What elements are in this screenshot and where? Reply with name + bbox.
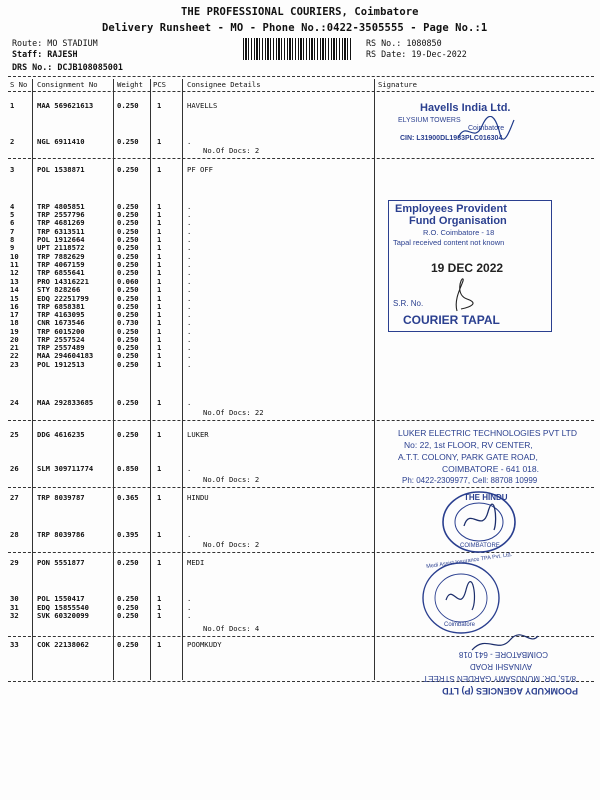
row-sno: 11 xyxy=(10,260,19,269)
docs-count: No.Of Docs: 2 xyxy=(203,540,260,549)
consignment-number: EDQ 15855540 xyxy=(37,603,89,612)
row-pcs: 1 xyxy=(157,165,162,174)
consignment-number: PRO 14316221 xyxy=(37,277,89,286)
row-pcs: 1 xyxy=(157,235,162,244)
row-pcs: 1 xyxy=(157,530,162,539)
row-pcs: 1 xyxy=(157,302,162,311)
consignment-number: TRP 6015200 xyxy=(37,327,85,336)
col-details: Consignee Details xyxy=(187,80,261,89)
row-pcs: 1 xyxy=(157,277,162,286)
row-pcs: 1 xyxy=(157,202,162,211)
docs-count: No.Of Docs: 2 xyxy=(203,475,260,484)
poomkudy-stamp: POOMKUDY AGENCIES (P) LTD 8/15, DR. MUNUSAMY GARDEN STREET AVINASHI ROAD COIMBATORE - 641 018 xyxy=(423,650,578,696)
consignee-details: . xyxy=(187,252,192,261)
row-sno: 18 xyxy=(10,318,19,327)
consignee-details: . xyxy=(187,464,192,473)
table-row xyxy=(0,218,380,227)
consignment-number: TRP 8039786 xyxy=(37,530,85,539)
consignee-details: . xyxy=(187,277,192,286)
consignee-details: . xyxy=(187,202,192,211)
row-sno: 20 xyxy=(10,335,19,344)
row-pcs: 1 xyxy=(157,310,162,319)
row-sno: 12 xyxy=(10,268,19,277)
row-sno: 15 xyxy=(10,294,19,303)
consignment-number: MAA 569621613 xyxy=(37,101,94,110)
stamp-date: 19 DEC 2022 xyxy=(431,261,504,275)
row-weight: 0.250 xyxy=(117,594,139,603)
signature-scribble xyxy=(470,632,540,656)
row-pcs: 1 xyxy=(157,137,162,146)
row-pcs: 1 xyxy=(157,493,162,502)
row-weight: 0.250 xyxy=(117,294,139,303)
consignee-details: . xyxy=(187,611,192,620)
table-row xyxy=(0,318,380,327)
consignment-number: UPT 2118572 xyxy=(37,243,85,252)
row-sno: 1 xyxy=(10,101,15,110)
row-pcs: 1 xyxy=(157,351,162,360)
row-pcs: 1 xyxy=(157,611,162,620)
row-sno: 30 xyxy=(10,594,19,603)
consignment-number: STY 828266 xyxy=(37,285,81,294)
table-row xyxy=(0,137,380,146)
signature-scribble xyxy=(451,277,475,313)
group-rule xyxy=(8,158,594,159)
col-pcs: PCS xyxy=(153,80,166,89)
row-pcs: 1 xyxy=(157,360,162,369)
row-pcs: 1 xyxy=(157,327,162,336)
consignment-number: POL 1550417 xyxy=(37,594,85,603)
consignment-number: DDG 4616235 xyxy=(37,430,85,439)
row-weight: 0.250 xyxy=(117,252,139,261)
row-weight: 0.250 xyxy=(117,235,139,244)
table-row xyxy=(0,101,380,110)
consignee-details: . xyxy=(187,227,192,236)
consignee-details: . xyxy=(187,268,192,277)
row-weight: 0.250 xyxy=(117,227,139,236)
consignee-details: . xyxy=(187,318,192,327)
consignee-details: . xyxy=(187,218,192,227)
consignment-number: POL 1912513 xyxy=(37,360,85,369)
row-pcs: 1 xyxy=(157,268,162,277)
docs-count: No.Of Docs: 2 xyxy=(203,146,260,155)
row-weight: 0.250 xyxy=(117,243,139,252)
row-pcs: 1 xyxy=(157,594,162,603)
row-weight: 0.250 xyxy=(117,430,139,439)
row-weight: 0.250 xyxy=(117,260,139,269)
consignee-details: . xyxy=(187,302,192,311)
row-weight: 0.250 xyxy=(117,101,139,110)
row-weight: 0.250 xyxy=(117,343,139,352)
drs-number: DRS No.: DCJB108085001 xyxy=(12,62,123,72)
row-weight: 0.365 xyxy=(117,493,139,502)
row-pcs: 1 xyxy=(157,640,162,649)
consignment-number: PON 5551877 xyxy=(37,558,85,567)
row-pcs: 1 xyxy=(157,343,162,352)
medi-assist-stamp: Medi Assist Insurance TPA Pvt. Ltd. Coimbatore xyxy=(420,560,502,636)
row-weight: 0.250 xyxy=(117,327,139,336)
col-weight: Weight xyxy=(117,80,143,89)
row-pcs: 1 xyxy=(157,603,162,612)
header-top-rule xyxy=(8,76,594,77)
consignee-details: . xyxy=(187,343,192,352)
table-row xyxy=(0,640,380,649)
row-weight: 0.250 xyxy=(117,611,139,620)
row-weight: 0.250 xyxy=(117,558,139,567)
row-weight: 0.060 xyxy=(117,277,139,286)
staff-label: Staff: RAJESH xyxy=(12,49,78,59)
row-weight: 0.250 xyxy=(117,603,139,612)
consignment-number: TRP 4067159 xyxy=(37,260,85,269)
table-row xyxy=(0,430,380,439)
row-pcs: 1 xyxy=(157,260,162,269)
consignment-number: NGL 6911410 xyxy=(37,137,85,146)
row-sno: 28 xyxy=(10,530,19,539)
rs-number: RS No.: 1080850 xyxy=(366,38,442,48)
consignment-number: POL 1538871 xyxy=(37,165,85,174)
consignment-number: CNR 1673546 xyxy=(37,318,85,327)
row-pcs: 1 xyxy=(157,243,162,252)
consignment-number: TRP 4681269 xyxy=(37,218,85,227)
document-subtitle: Delivery Runsheet - MO - Phone No.:0422-3505555 - Page No.:1 xyxy=(102,22,488,34)
havells-stamp: Havells India Ltd. ELYSIUM TOWERS Coimbatore CIN: L31900DL1983PLC016304 xyxy=(378,100,578,158)
row-sno: 9 xyxy=(10,243,15,252)
row-weight: 0.250 xyxy=(117,310,139,319)
consignment-number: EDQ 22251799 xyxy=(37,294,89,303)
row-sno: 27 xyxy=(10,493,19,502)
consignee-details: . xyxy=(187,235,192,244)
row-weight: 0.730 xyxy=(117,318,139,327)
table-row xyxy=(0,285,380,294)
consignee-details: . xyxy=(187,294,192,303)
consignment-number: TRP 6855641 xyxy=(37,268,85,277)
docs-count: No.Of Docs: 22 xyxy=(203,408,264,417)
row-weight: 0.250 xyxy=(117,137,139,146)
row-sno: 24 xyxy=(10,398,19,407)
consignee-details: . xyxy=(187,327,192,336)
route-label: Route: MO STADIUM xyxy=(12,38,98,48)
row-pcs: 1 xyxy=(157,210,162,219)
table-row xyxy=(0,464,380,473)
consignee-details: . xyxy=(187,351,192,360)
row-weight: 0.250 xyxy=(117,165,139,174)
row-pcs: 1 xyxy=(157,218,162,227)
col-signature: Signature xyxy=(378,80,417,89)
consignee-details: LUKER xyxy=(187,430,209,439)
epfo-stamp: Employees Provident Fund Organisation R.O. Coimbatore - 18 Tapal received content not known 19 DEC 2022 S.R. No. COURIER TAPAL xyxy=(388,200,552,332)
row-pcs: 1 xyxy=(157,398,162,407)
row-sno: 3 xyxy=(10,165,15,174)
consignee-details: MEDI xyxy=(187,558,205,567)
row-sno: 17 xyxy=(10,310,19,319)
consignee-details: POOMKUDY xyxy=(187,640,222,649)
row-weight: 0.250 xyxy=(117,285,139,294)
row-sno: 13 xyxy=(10,277,19,286)
row-sno: 4 xyxy=(10,202,15,211)
hindu-stamp: THE HINDU COIMBATORE xyxy=(440,490,518,554)
consignee-details: . xyxy=(187,137,192,146)
row-pcs: 1 xyxy=(157,430,162,439)
row-weight: 0.250 xyxy=(117,398,139,407)
consignment-number: TRP 4163095 xyxy=(37,310,85,319)
row-weight: 0.250 xyxy=(117,202,139,211)
row-pcs: 1 xyxy=(157,252,162,261)
row-sno: 33 xyxy=(10,640,19,649)
row-pcs: 1 xyxy=(157,318,162,327)
row-sno: 26 xyxy=(10,464,19,473)
table-row xyxy=(0,493,380,502)
barcode xyxy=(243,38,353,60)
consignee-details: HINDU xyxy=(187,493,209,502)
consignee-details: . xyxy=(187,360,192,369)
col-sno: S No xyxy=(10,80,28,89)
table-row xyxy=(0,351,380,360)
consignment-number: TRP 6313511 xyxy=(37,227,85,236)
row-pcs: 1 xyxy=(157,101,162,110)
row-sno: 5 xyxy=(10,210,15,219)
consignee-details: PF OFF xyxy=(187,165,213,174)
row-sno: 25 xyxy=(10,430,19,439)
row-pcs: 1 xyxy=(157,294,162,303)
row-weight: 0.250 xyxy=(117,218,139,227)
consignee-details: . xyxy=(187,603,192,612)
table-row xyxy=(0,611,380,620)
group-rule xyxy=(8,420,594,421)
table-row xyxy=(0,243,380,252)
consignee-details: . xyxy=(187,285,192,294)
consignee-details: . xyxy=(187,260,192,269)
row-sno: 10 xyxy=(10,252,19,261)
row-weight: 0.250 xyxy=(117,351,139,360)
row-sno: 31 xyxy=(10,603,19,612)
row-pcs: 1 xyxy=(157,558,162,567)
consignee-details: . xyxy=(187,398,192,407)
consignee-details: HAVELLS xyxy=(187,101,218,110)
consignee-details: . xyxy=(187,310,192,319)
row-weight: 0.250 xyxy=(117,210,139,219)
document-title: THE PROFESSIONAL COURIERS, Coimbatore xyxy=(181,6,419,18)
row-weight: 0.395 xyxy=(117,530,139,539)
col-consignment: Consignment No xyxy=(37,80,98,89)
row-sno: 32 xyxy=(10,611,19,620)
signature-scribble xyxy=(456,116,516,146)
row-weight: 0.250 xyxy=(117,335,139,344)
row-sno: 6 xyxy=(10,218,15,227)
table-row xyxy=(0,398,380,407)
row-pcs: 1 xyxy=(157,227,162,236)
consignment-number: TRP 2557489 xyxy=(37,343,85,352)
row-weight: 0.250 xyxy=(117,360,139,369)
table-row xyxy=(0,594,380,603)
consignee-details: . xyxy=(187,243,192,252)
table-row xyxy=(0,558,380,567)
consignee-details: . xyxy=(187,530,192,539)
row-sno: 29 xyxy=(10,558,19,567)
consignee-details: . xyxy=(187,594,192,603)
luker-stamp: LUKER ELECTRIC TECHNOLOGIES PVT LTD No: 22, 1st FLOOR, RV CENTER, A.T.T. COLONY, PARK GATE ROAD, COIMBATORE - 641 018. Ph: 0422-2309977, Cell: 88708 10999 xyxy=(398,428,578,485)
row-weight: 0.850 xyxy=(117,464,139,473)
header-bottom-rule xyxy=(8,91,594,92)
row-sno: 23 xyxy=(10,360,19,369)
row-sno: 8 xyxy=(10,235,15,244)
row-weight: 0.250 xyxy=(117,640,139,649)
row-pcs: 1 xyxy=(157,335,162,344)
consignee-details: . xyxy=(187,210,192,219)
row-weight: 0.250 xyxy=(117,302,139,311)
consignment-number: TRP 8039787 xyxy=(37,493,85,502)
consignment-number: TRP 7882629 xyxy=(37,252,85,261)
consignment-number: TRP 2557796 xyxy=(37,210,85,219)
consignment-number: POL 1912664 xyxy=(37,235,85,244)
consignment-number: MAA 292833685 xyxy=(37,398,94,407)
row-sno: 2 xyxy=(10,137,15,146)
row-weight: 0.250 xyxy=(117,268,139,277)
row-sno: 14 xyxy=(10,285,19,294)
consignment-number: MAA 294604183 xyxy=(37,351,94,360)
table-row xyxy=(0,268,380,277)
table-row xyxy=(0,530,380,539)
table-row xyxy=(0,165,380,174)
consignment-number: COK 22138062 xyxy=(37,640,89,649)
table-row xyxy=(0,360,380,369)
consignment-number: TRP 6858381 xyxy=(37,302,85,311)
row-sno: 19 xyxy=(10,327,19,336)
consignment-number: SLM 309711774 xyxy=(37,464,94,473)
row-sno: 16 xyxy=(10,302,19,311)
consignment-number: TRP 4805851 xyxy=(37,202,85,211)
consignee-details: . xyxy=(187,335,192,344)
rs-date: RS Date: 19-Dec-2022 xyxy=(366,49,467,59)
consignment-number: SVK 60320099 xyxy=(37,611,89,620)
docs-count: No.Of Docs: 4 xyxy=(203,624,260,633)
row-pcs: 1 xyxy=(157,464,162,473)
row-sno: 22 xyxy=(10,351,19,360)
row-pcs: 1 xyxy=(157,285,162,294)
row-sno: 21 xyxy=(10,343,19,352)
row-sno: 7 xyxy=(10,227,15,236)
consignment-number: TRP 2557524 xyxy=(37,335,85,344)
